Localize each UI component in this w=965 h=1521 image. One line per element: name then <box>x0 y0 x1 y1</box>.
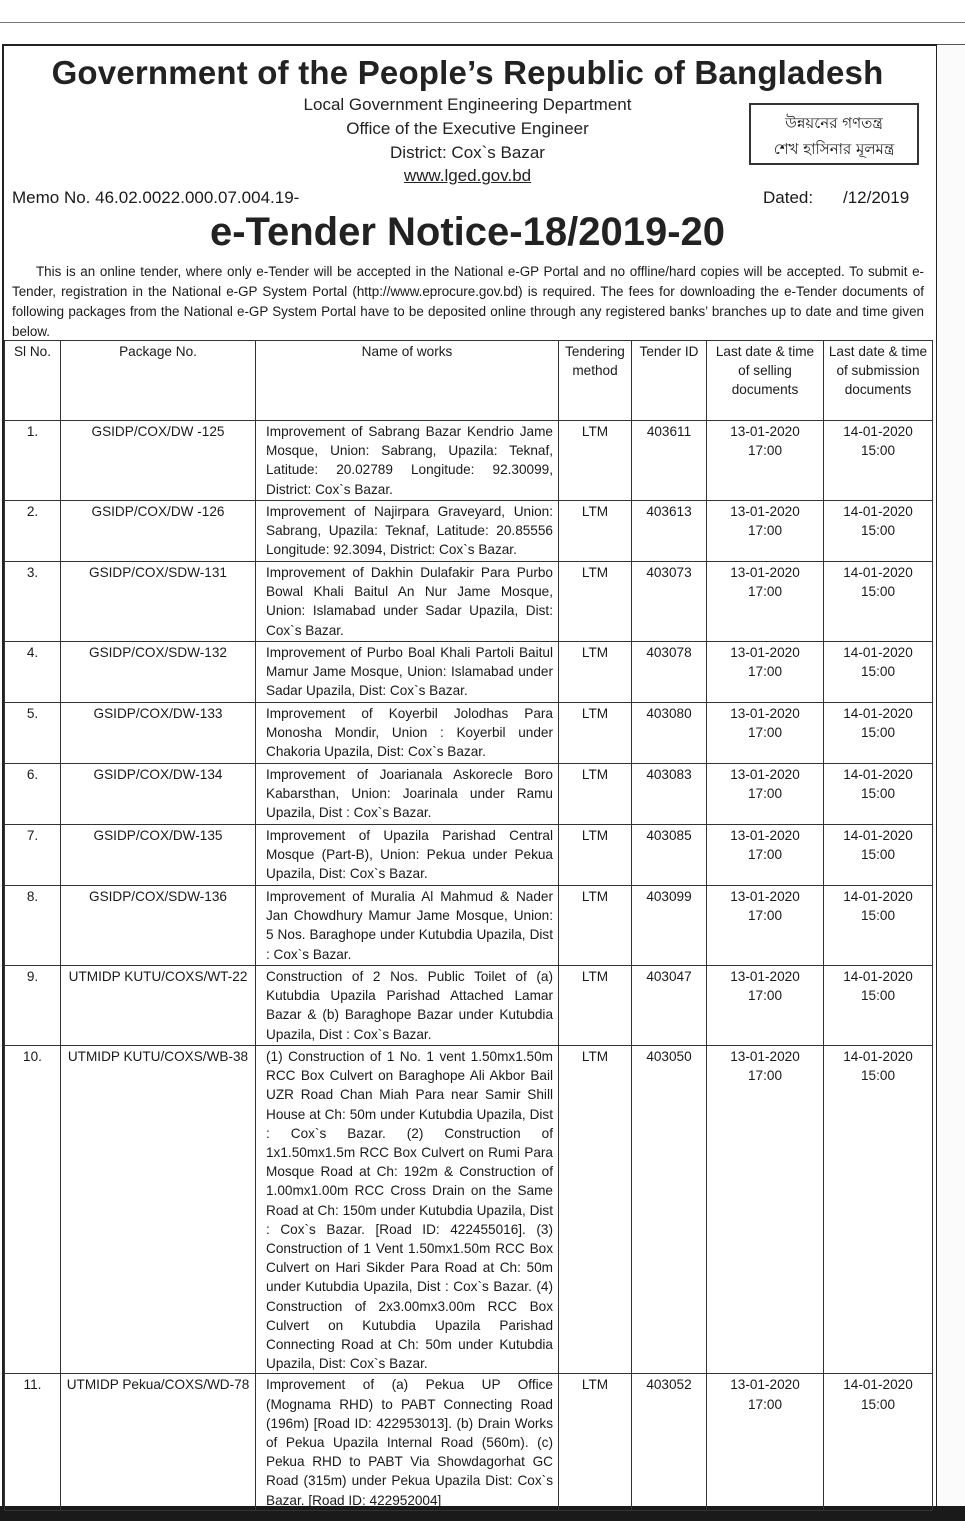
table-row <box>5 703 933 764</box>
tender-id-cell: 403613 <box>632 501 707 562</box>
work-cell: Improvement of (a) Pekua UP Office (Mognama RHD) to PABT Connecting Road (196m) [Road ID: 422953013]. (b) Drain Works of Pekua Upazila Internal Road (560m). (c) Pekua RHD to PABT Via Showdagorhat GC Road (315m) under Pekua Upazila Dist: Cox`s Bazar. [Road ID: 422952004] <box>256 1374 559 1510</box>
deadline-time: 15:00 <box>860 443 896 459</box>
work-cell: Improvement of Dakhin Dulafakir Para Purbo Bowal Khali Baitul An Nur Jame Mosque, Union: Islamabad under Sadar Upazila, Dist: Cox`s Bazar. <box>256 562 559 642</box>
deadline-date: 13-01-2020 <box>730 767 800 782</box>
deadline-date: 13-01-2020 <box>730 565 800 580</box>
deadline-date: 14-01-2020 <box>843 504 913 519</box>
deadline-time: 15:00 <box>860 664 896 680</box>
deadline-time: 15:00 <box>860 908 896 924</box>
deadline-time: 17:00 <box>747 908 783 924</box>
deadline-time: 15:00 <box>860 786 896 802</box>
dated-value: /12/2019 <box>843 188 910 207</box>
work-cell: Improvement of Sabrang Bazar Kendrio Jame Mosque, Union: Sabrang, Upazila: Teknaf, Latitude: 20.02789 Longitude: 92.30099, District: Cox`s Bazar. <box>256 421 559 501</box>
sl-cell: 5. <box>5 703 61 764</box>
deadline-date: 13-01-2020 <box>730 969 800 984</box>
deadline-time: 17:00 <box>747 584 783 600</box>
slogan-box <box>749 103 919 165</box>
work-cell: Improvement of Purbo Boal Khali Partoli Baitul Mamur Jame Mosque, Union: Islamabad under Sadar Upazila, Dist: Cox`s Bazar. <box>256 642 559 703</box>
work-cell: Improvement of Upazila Parishad Central Mosque (Part-B), Union: Pekua under Pekua Upazila, Dist: Cox`s Bazar. <box>256 825 559 886</box>
website-link[interactable]: www.lged.gov.bd <box>403 166 532 185</box>
deadline-date: 14-01-2020 <box>843 1377 913 1393</box>
deadline-time: 17:00 <box>747 988 783 1004</box>
deadline-time: 17:00 <box>747 847 783 863</box>
selling-deadline-cell <box>707 825 824 886</box>
deadline-date: 13-01-2020 <box>730 645 800 660</box>
selling-deadline-cell <box>707 1046 824 1374</box>
memo-number: Memo No. 46.02.0022.000.07.004.19- <box>12 188 300 207</box>
table-row <box>5 501 933 562</box>
table-row <box>5 421 933 501</box>
deadline-time: 17:00 <box>747 786 783 802</box>
deadline-time: 15:00 <box>860 523 896 539</box>
submission-deadline-cell <box>824 501 933 562</box>
tender-id-cell: 403050 <box>632 1046 707 1374</box>
submission-deadline-cell <box>824 966 933 1046</box>
tender-id-cell: 403099 <box>632 886 707 966</box>
tender-id-cell: 403073 <box>632 562 707 642</box>
tender-id-cell: 403052 <box>632 1374 707 1510</box>
selling-deadline-cell <box>707 501 824 562</box>
tender-id-cell: 403611 <box>632 421 707 501</box>
method-cell: LTM <box>559 703 632 764</box>
table-row <box>5 966 933 1046</box>
selling-deadline-cell <box>707 1374 824 1510</box>
tender-table <box>4 340 933 1511</box>
selling-deadline-cell <box>707 421 824 501</box>
tender-id-cell: 403047 <box>632 966 707 1046</box>
district-name: District: Cox`s Bazar <box>390 143 545 162</box>
deadline-date: 13-01-2020 <box>730 706 800 721</box>
work-cell: Construction of 2 Nos. Public Toilet of (a) Kutubdia Upazila Parishad Attached Lamar Bazar & (b) Baraghope Bazar under Kutubdia Upazila, Dist : Cox`s Bazar. <box>256 966 559 1046</box>
method-cell: LTM <box>559 764 632 825</box>
deadline-time: 15:00 <box>860 725 896 741</box>
selling-deadline-cell <box>707 966 824 1046</box>
method-cell: LTM <box>559 825 632 886</box>
sl-cell: 3. <box>5 562 61 642</box>
deadline-time: 17:00 <box>747 664 783 680</box>
deadline-time: 17:00 <box>747 725 783 741</box>
table-row <box>5 764 933 825</box>
submission-deadline-cell <box>824 1374 933 1510</box>
package-cell: GSIDP/COX/SDW-131 <box>61 562 256 642</box>
col-header-method: Tendering method <box>559 341 632 421</box>
tender-id-cell: 403083 <box>632 764 707 825</box>
deadline-date: 13-01-2020 <box>730 504 800 519</box>
sl-cell: 1. <box>5 421 61 501</box>
deadline-date: 14-01-2020 <box>843 1049 913 1064</box>
deadline-date: 14-01-2020 <box>843 706 913 721</box>
method-cell: LTM <box>559 1374 632 1510</box>
col-header-selling: Last date & time of selling documents <box>707 341 824 421</box>
deadline-time: 17:00 <box>747 443 783 459</box>
deadline-time: 17:00 <box>747 1396 783 1412</box>
method-cell: LTM <box>559 1046 632 1374</box>
deadline-date: 13-01-2020 <box>730 1049 800 1064</box>
office-name: Office of the Executive Engineer <box>346 119 589 138</box>
deadline-time: 17:00 <box>747 523 783 539</box>
top-divider <box>0 22 965 23</box>
deadline-date: 14-01-2020 <box>843 969 913 984</box>
selling-deadline-cell <box>707 642 824 703</box>
col-header-package: Package No. <box>61 341 256 421</box>
submission-deadline-cell <box>824 421 933 501</box>
sl-cell: 9. <box>5 966 61 1046</box>
work-cell: Improvement of Joarianala Askorecle Boro Kabarsthan, Union: Joarinala under Ramu Upazila, Dist : Cox`s Bazar. <box>256 764 559 825</box>
notice-intro: This is an online tender, where only e-Tender will be accepted in the National e-GP Portal and no offline/hard copies will be accepted. To submit e-Tender, registration in the National e-GP System Portal (http://www.eprocure.gov.bd) is required. The fees for downloading the e-Tender documents of following packages from the National e-GP System Portal have to be deposited online through any registered banks’ branches up to date and time given below. <box>12 264 924 339</box>
tender-id-cell: 403085 <box>632 825 707 886</box>
package-cell: GSIDP/COX/SDW-136 <box>61 886 256 966</box>
package-cell: UTMIDP Pekua/COXS/WD-78 <box>61 1374 256 1510</box>
dated-label: Dated: <box>763 188 814 207</box>
slogan-line-2: শেখ হাসিনার মূলমন্ত্র <box>773 140 895 158</box>
table-body <box>5 421 933 1511</box>
method-cell: LTM <box>559 966 632 1046</box>
sl-cell: 8. <box>5 886 61 966</box>
deadline-date: 14-01-2020 <box>843 645 913 660</box>
notice-title: e-Tender Notice-18/2019-20 <box>209 210 726 254</box>
work-cell: (1) Construction of 1 No. 1 vent 1.50mx1.50m RCC Box Culvert on Baraghope Ali Akbor Bail UZR Road Chan Miah Para near Samir Shill House at Ch: 50m under Kutubdia Upazila, Dist : Cox`s Bazar. (2) Construction of 1x1.50mx1.5m RCC Box Culvert on Rumi Para Mosque Road at Ch: 192m & Construction of 1.00mx1.00m RCC Cross Drain on the Same Road at Ch: 150m under Kutubdia Upazila, Dist : Cox`s Bazar. [Road ID: 422455016]. (3) Construction of 1 Vent 1.50mx1.50m RCC Box Culvert on Hari Sikder Para Road at Ch: 50m under Kutubdia Upazila, Dist : Cox`s Bazar. (4) Construction of 2x3.00mx3.00m RCC Box Culvert on Kutubdia Upazila Parishad Connecting Road at Ch: 50m under Kutubdia Upazila, Dist: Cox`s Bazar. <box>256 1046 559 1374</box>
deadline-time: 17:00 <box>747 1068 783 1084</box>
deadline-time: 15:00 <box>860 988 896 1004</box>
package-cell: UTMIDP KUTU/COXS/WT-22 <box>61 966 256 1046</box>
table-header-row <box>5 341 933 421</box>
submission-deadline-cell <box>824 886 933 966</box>
submission-deadline-cell <box>824 825 933 886</box>
deadline-date: 13-01-2020 <box>730 889 800 904</box>
submission-deadline-cell <box>824 642 933 703</box>
submission-deadline-cell <box>824 703 933 764</box>
col-header-tender-id: Tender ID <box>632 341 707 421</box>
adjacent-page-edge <box>937 44 965 1515</box>
deadline-date: 14-01-2020 <box>843 565 913 580</box>
sl-cell: 7. <box>5 825 61 886</box>
tender-id-cell: 403080 <box>632 703 707 764</box>
col-header-sl: Sl No. <box>5 341 61 421</box>
deadline-time: 15:00 <box>860 1396 896 1412</box>
sl-cell: 6. <box>5 764 61 825</box>
deadline-date: 13-01-2020 <box>730 1377 800 1393</box>
method-cell: LTM <box>559 421 632 501</box>
deadline-time: 15:00 <box>860 1068 896 1084</box>
submission-deadline-cell <box>824 764 933 825</box>
work-cell: Improvement of Muralia Al Mahmud & Nader Jan Chowdhury Mamur Jame Mosque, Union: 5 Nos. Baraghope under Kutubdia Upazila, Dist : Cox`s Bazar. <box>256 886 559 966</box>
table-row <box>5 1046 933 1374</box>
slogan-line-1: উন্নয়নের গণতন্ত্র <box>785 114 883 132</box>
method-cell: LTM <box>559 562 632 642</box>
deadline-time: 15:00 <box>860 584 896 600</box>
sl-cell: 10. <box>5 1046 61 1374</box>
col-header-work: Name of works <box>256 341 559 421</box>
deadline-date: 14-01-2020 <box>843 828 913 843</box>
method-cell: LTM <box>559 886 632 966</box>
package-cell: GSIDP/COX/DW -126 <box>61 501 256 562</box>
table-row <box>5 825 933 886</box>
government-title: Government of the People’s Republic of Bangladesh <box>51 54 884 91</box>
deadline-date: 13-01-2020 <box>730 424 800 439</box>
tender-id-cell: 403078 <box>632 642 707 703</box>
package-cell: GSIDP/COX/DW-135 <box>61 825 256 886</box>
work-cell: Improvement of Koyerbil Jolodhas Para Monosha Mondir, Union : Koyerbil under Chakoria Upazila, Dist: Cox`s Bazar. <box>256 703 559 764</box>
deadline-date: 14-01-2020 <box>843 889 913 904</box>
package-cell: GSIDP/COX/SDW-132 <box>61 642 256 703</box>
package-cell: UTMIDP KUTU/COXS/WB-38 <box>61 1046 256 1374</box>
deadline-time: 15:00 <box>860 847 896 863</box>
package-cell: GSIDP/COX/DW-133 <box>61 703 256 764</box>
deadline-date: 14-01-2020 <box>843 424 913 439</box>
selling-deadline-cell <box>707 703 824 764</box>
sl-cell: 4. <box>5 642 61 703</box>
sl-cell: 11. <box>5 1374 61 1510</box>
deadline-date: 13-01-2020 <box>730 828 800 843</box>
sl-cell: 2. <box>5 501 61 562</box>
method-cell: LTM <box>559 642 632 703</box>
table-row <box>5 1374 933 1510</box>
work-cell: Improvement of Najirpara Graveyard, Union: Sabrang, Upazila: Teknaf, Latitude: 20.85556 Longitude: 92.3094, District: Cox`s Bazar. <box>256 501 559 562</box>
selling-deadline-cell <box>707 562 824 642</box>
selling-deadline-cell <box>707 886 824 966</box>
submission-deadline-cell <box>824 1046 933 1374</box>
department-name: Local Government Engineering Department <box>303 95 632 114</box>
method-cell: LTM <box>559 501 632 562</box>
table-row <box>5 642 933 703</box>
col-header-submission: Last date & time of submission documents <box>824 341 933 421</box>
deadline-date: 14-01-2020 <box>843 767 913 782</box>
package-cell: GSIDP/COX/DW -125 <box>61 421 256 501</box>
table-row <box>5 886 933 966</box>
submission-deadline-cell <box>824 562 933 642</box>
package-cell: GSIDP/COX/DW-134 <box>61 764 256 825</box>
table-row <box>5 562 933 642</box>
selling-deadline-cell <box>707 764 824 825</box>
